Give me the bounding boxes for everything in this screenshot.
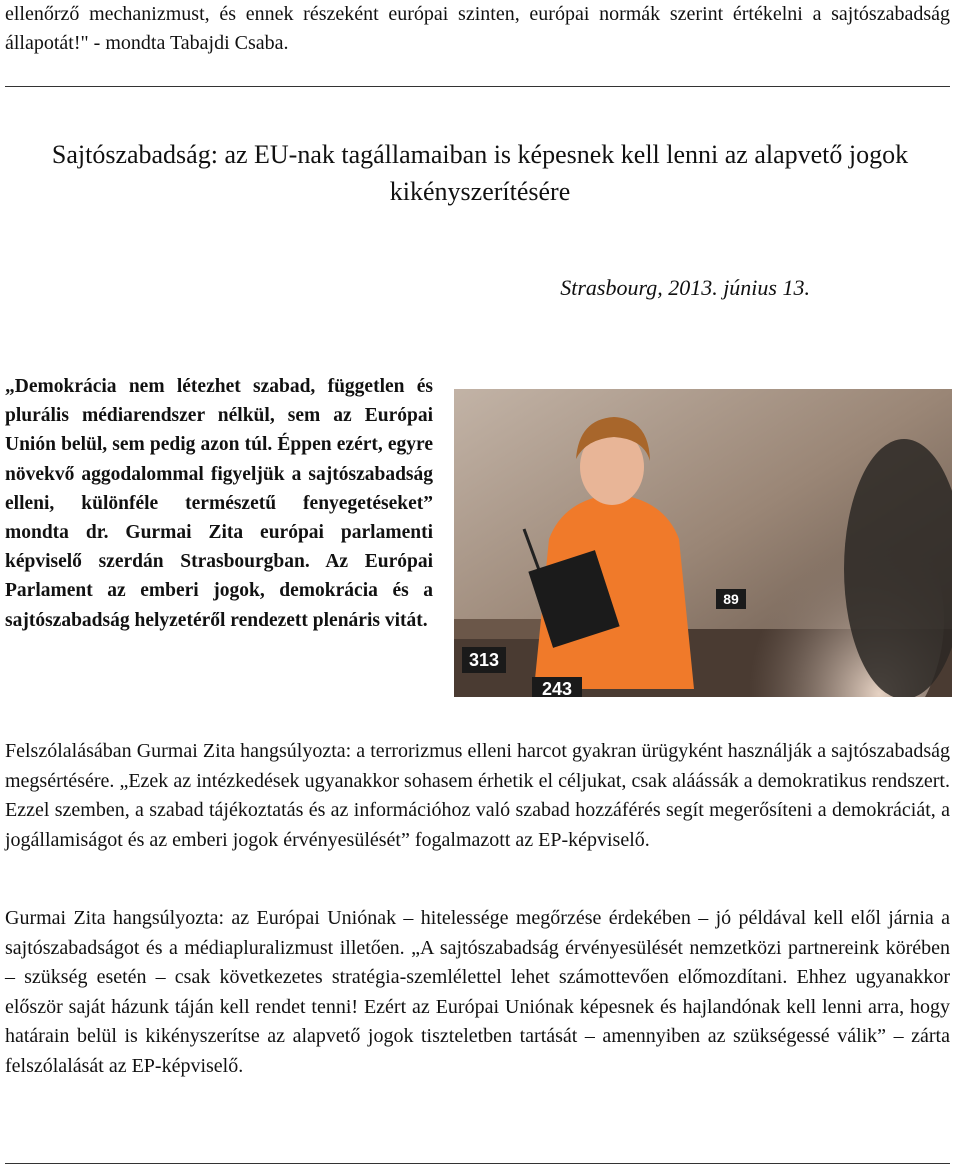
article-headline: Sajtószabadság: az EU-nak tagállamaiban is képesnek kell lenni az alapvető jogok kikényszerítésére <box>51 140 909 206</box>
top-divider <box>5 86 950 87</box>
seat-number-3: 89 <box>723 591 739 607</box>
lead-paragraph: „Demokrácia nem létezhet szabad, független és plurális médiarendszer nélkül, sem az Európai Unión belül, sem pedig azon túl. Éppen ezért, egyre növekvő aggodalommal figyeljük a sajtószabadság elleni, különféle természetű fenyegetéseket” mondta dr. Gurmai Zita európai parlamenti képviselő szerdán Strasbourgban. Az Európai Parlament az emberi jogok, demokrácia és a sajtószabadság helyzetéről rendezett plenáris vitát. <box>5 376 433 631</box>
bottom-divider <box>5 1163 950 1164</box>
intro-paragraph: ellenőrző mechanizmust, és ennek részeként európai szinten, európai normák szerint értékelni a sajtószabadság állapotát!" - mondta Tabajdi Csaba. <box>5 3 950 54</box>
seat-number-1: 313 <box>468 650 500 670</box>
body-paragraph: Gurmai Zita hangsúlyozta: az Európai Uniónak – hitelessége megőrzése érdekében – jó példával kell elől járnia a sajtószabadságot és a médiapluralizmust illetően. „A sajtószabadság érvényesülését nemzetközi partnereink körében – szükség esetén – csak következetes stratégia-szemlélettel lehet számottevően előmozdítani. Ehhez ugyanakkor először saját házunk táján kell rendet tenni! Ezért az Európai Uniónak képesnek és hajlandónak kell lenni arra, hogy határain belül is kikényszerítse az alapvető jogok tiszteletben tartását – amennyiben az szükségessé válik” – zárta felszólalását az EP-képviselő. <box>5 907 950 1077</box>
speaker-photo <box>454 389 952 697</box>
seat-number-2: 243 <box>541 679 573 697</box>
body-paragraph: Felszólalásában Gurmai Zita hangsúlyozta: a terrorizmus elleni harcot gyakran ürügyként használják a sajtószabadság megsértésére. „Ezek az intézkedések ugyanakkor sohasem érhetik el céljukat, csak aláássák a demokratikus rendszert. Ezzel szemben, a szabad tájékoztatás és az információhoz való szabad hozzáférés segít megerősíteni a demokráciát, a jogállamiságot és az emberi jogok érvényesülését” fogalmazott az EP-képviselő. <box>5 740 950 851</box>
dateline: Strasbourg, 2013. június 13. <box>560 275 810 300</box>
